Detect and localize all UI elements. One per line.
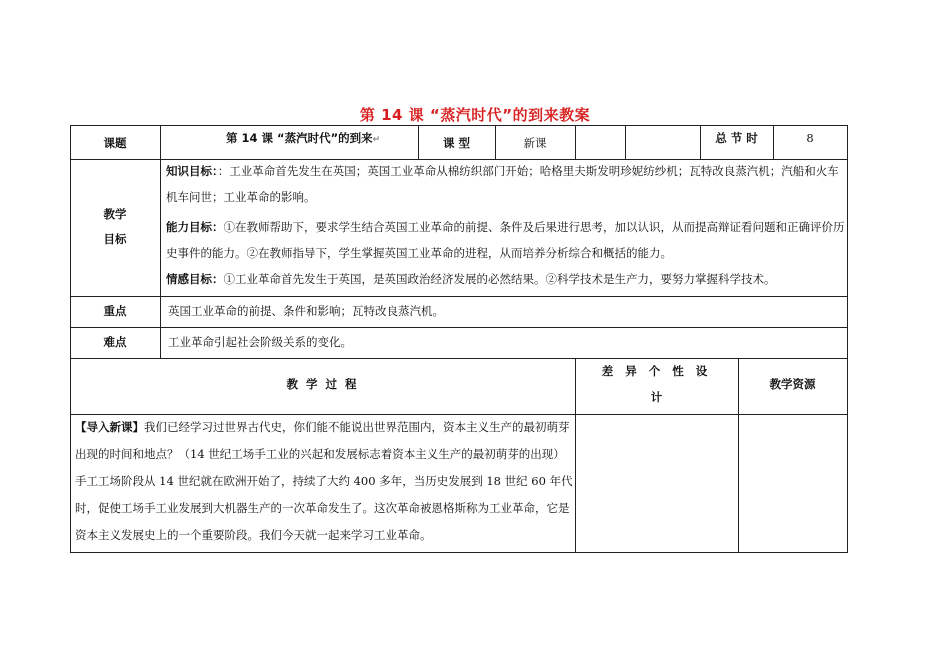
knowledge-objective: [166, 158, 846, 210]
knowledge-objective-text: ：工业革命首先发生在英国；英国工业革命从棉纺织部门开始；哈格里夫斯发明珍妮纺纱机；瓦特改良蒸汽机；汽船和火车机车问世；工业革命的影响。: [166, 164, 839, 204]
objectives-label-2: 目标: [103, 232, 127, 246]
document-title: 第 14 课 “蒸汽时代”的到来教案: [359, 106, 591, 124]
emotion-objective-head: 情感目标：: [166, 272, 224, 286]
paragraph-mark-icon: ↵: [372, 135, 381, 145]
ability-objective-head: 能力目标：: [166, 220, 224, 234]
key-point-label: 重点: [103, 304, 127, 318]
ability-objective-text: ①在教师帮助下，要求学生结合英国工业革命的前提、条件及后果进行思考，加以认识，从而提高辩证看问题和正确评价历史事件的能力。②在教师指导下，学生掌握英国工业革命的进程，从而培养分析综合和概括的能力。: [166, 220, 845, 260]
intro-head: 【导入新课】: [75, 420, 144, 434]
total-periods-value: 8: [806, 131, 814, 145]
lesson-type-value: 新课: [523, 136, 547, 150]
differentiation-header-line1: 差 异 个 性 设: [601, 364, 712, 378]
difficulty-text: 工业革命引起社会阶级关系的变化。: [168, 335, 352, 349]
lesson-topic-text: 第 14 课 “蒸汽时代”的到来: [226, 131, 373, 145]
emotion-objective-text: ①工业革命首先发生于英国，是英国政治经济发展的必然结果。②科学技术是生产力，要努力掌握科学技术。: [223, 272, 776, 286]
lesson-type-label: 课 型: [442, 136, 470, 150]
key-point-text: 英国工业革命的前提、条件和影响；瓦特改良蒸汽机。: [168, 304, 444, 318]
intro-text: 我们已经学习过世界古代史，你们能不能说出世界范围内，资本主义生产的最初萌芽出现的时间和地点？（14 世纪工场手工业的兴起和发展标志着资本主义生产的最初萌芽的出现）手工工场阶段从 14 世纪就在欧洲开始了，持续了大约 400 多年，当历史发展到 18 世纪 60 年代时，促使工场手工业发展到大机器生产的一次革命发生了。这次革命被恩格斯称为工业革命，它是资本主义发展史上的一个重要阶段。我们今天就一起来学习工业革命。: [75, 420, 573, 542]
emotion-objective: [166, 266, 846, 292]
lesson-topic: [226, 131, 416, 147]
total-periods-label: 总 节 时: [715, 131, 758, 145]
knowledge-objective-head: 知识目标：: [166, 164, 218, 178]
intro-paragraph: [75, 414, 575, 549]
differentiation-header-line2: 计: [650, 390, 663, 404]
difficulty-label: 难点: [103, 335, 127, 349]
resources-header: 教学资源: [769, 377, 816, 391]
process-header: 教 学 过 程: [286, 377, 359, 391]
ability-objective: [166, 214, 846, 266]
topic-label: 课题: [103, 136, 127, 150]
objectives-label-1: 教学: [103, 207, 127, 221]
